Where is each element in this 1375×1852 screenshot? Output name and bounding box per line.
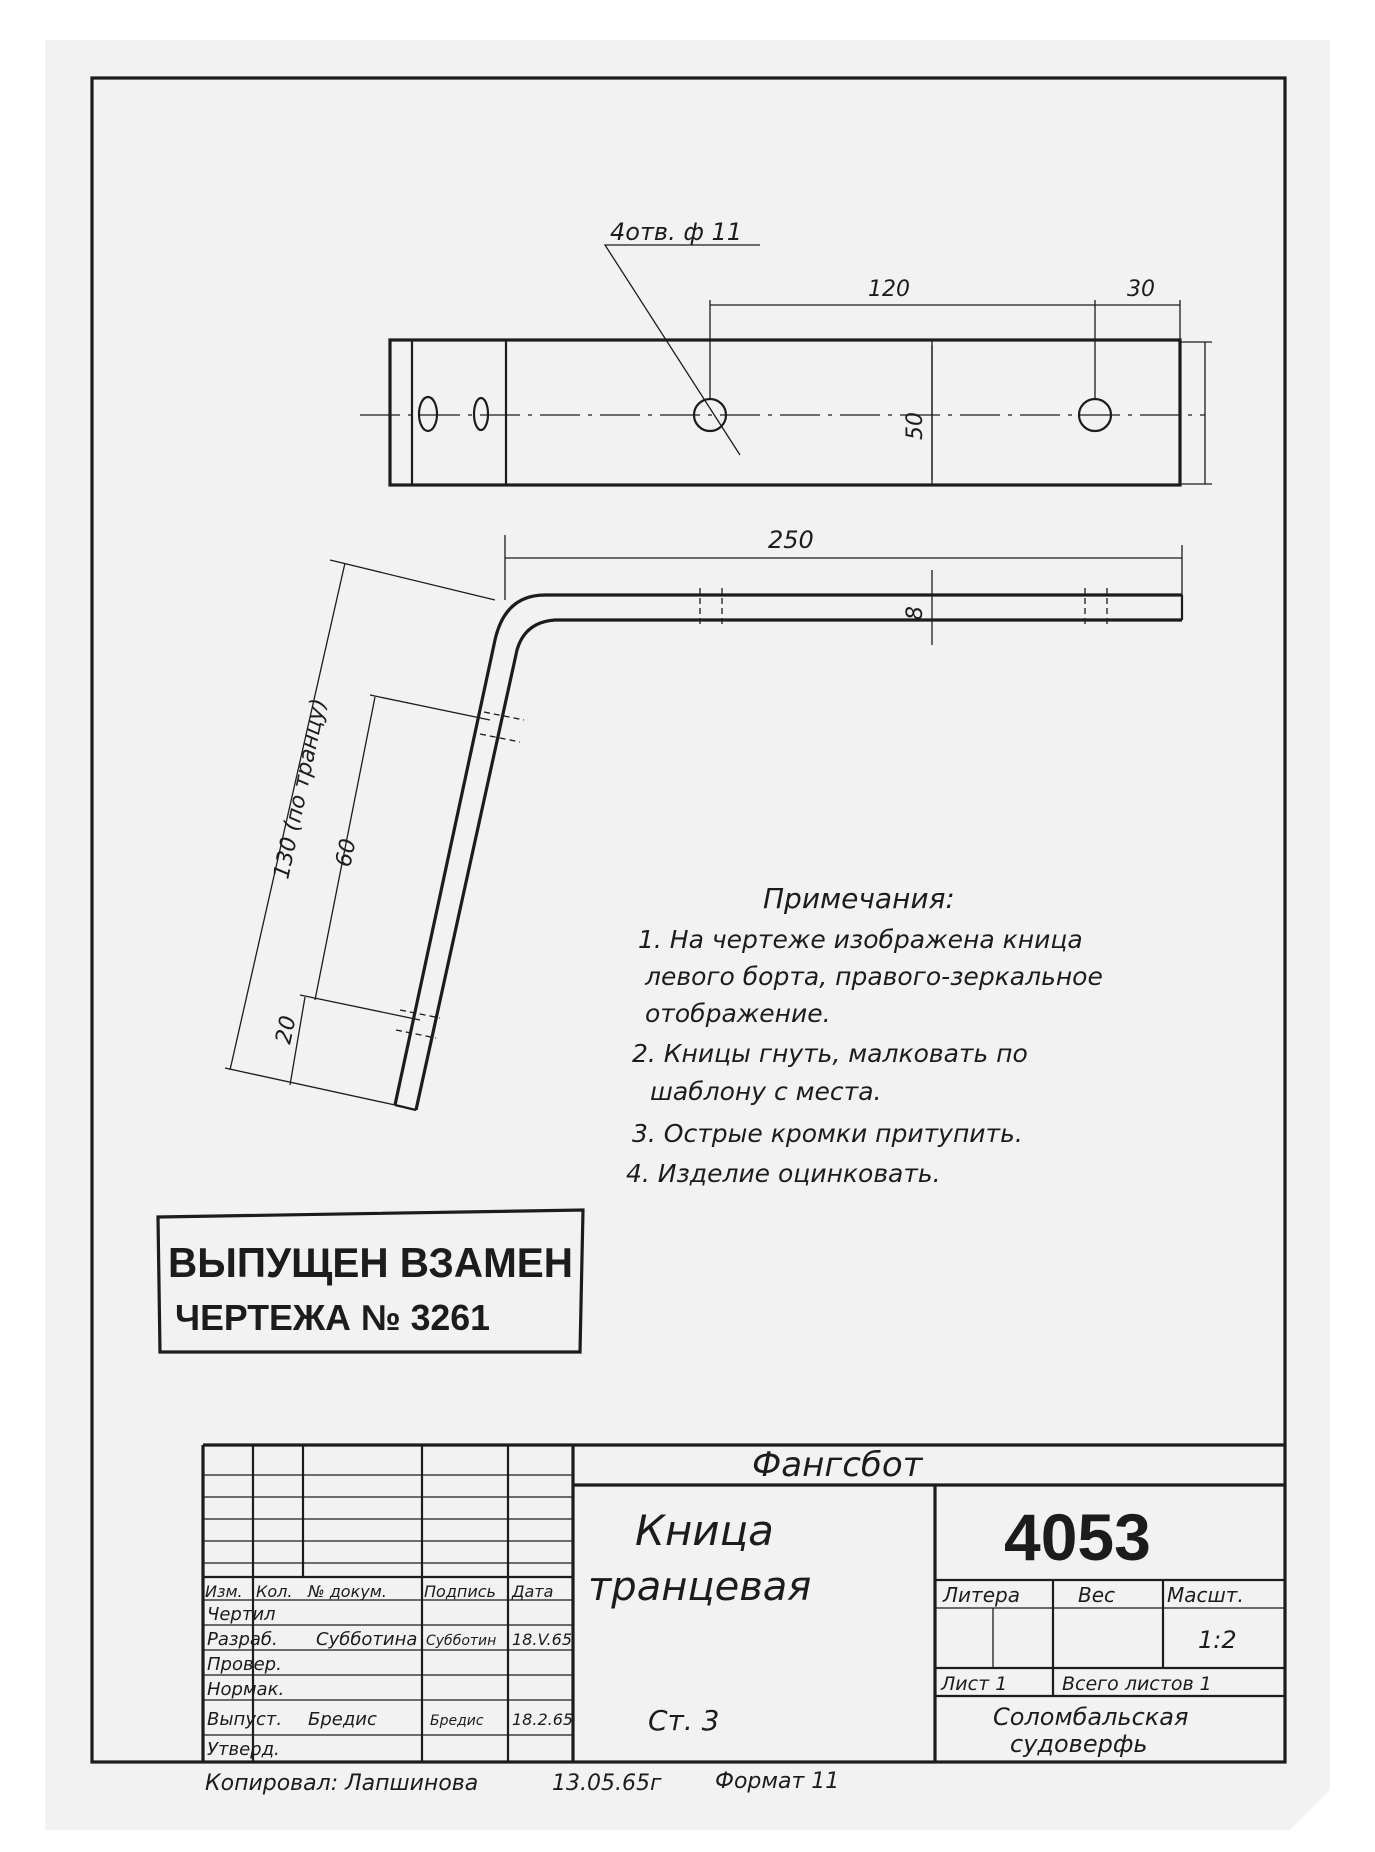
org-line-2: судоверфь <box>1010 1730 1148 1758</box>
note-line-3: отображение. <box>645 999 831 1028</box>
note-line-7: 4. Изделие оцинковать. <box>626 1159 941 1188</box>
notes-title: Примечания: <box>763 882 955 915</box>
col-header-sign: Подпись <box>424 1582 496 1601</box>
copy-date: 13.05.65г <box>552 1771 662 1796</box>
material: Ст. 3 <box>648 1704 720 1737</box>
note-line-6: 3. Острые кромки притупить. <box>632 1119 1023 1148</box>
project-name: Фангсбот <box>752 1445 923 1485</box>
developer-name: Субботина <box>316 1629 418 1650</box>
issuer-date: 18.2.65 <box>512 1710 574 1729</box>
dim-250: 250 <box>768 526 814 554</box>
col-header-izm: Изм. <box>205 1582 243 1601</box>
role-issuer: Выпуст. <box>207 1709 283 1730</box>
drawing-number: 4053 <box>1004 1500 1151 1574</box>
part-name-line-1: Кница <box>635 1506 774 1555</box>
stamp-line-1: ВЫПУЩЕН ВЗАМЕН <box>168 1239 573 1286</box>
note-line-2: левого борта, правого-зеркальное <box>645 962 1103 991</box>
sheet-label: Лист 1 <box>941 1673 1008 1695</box>
note-line-1: 1. На чертеже изображена кница <box>638 925 1083 954</box>
total-sheets-label: Всего листов 1 <box>1062 1673 1212 1695</box>
part-name-line-2: транцевая <box>588 1564 812 1610</box>
dim-130: 130 (по транцу) <box>269 696 333 882</box>
weight-label: Вес <box>1078 1583 1116 1607</box>
issuer-name: Бредис <box>308 1709 377 1730</box>
dim-8: 8 <box>903 606 928 620</box>
issuer-signature: Бредис <box>430 1713 484 1729</box>
role-drafter: Чертил <box>207 1604 276 1625</box>
org-line-1: Соломбальская <box>993 1703 1189 1731</box>
note-line-5: шаблону с места. <box>650 1077 882 1106</box>
dim-120: 120 <box>868 277 910 302</box>
format-label: Формат 11 <box>715 1769 840 1794</box>
role-developer: Разраб. <box>207 1629 278 1650</box>
note-line-4: 2. Кницы гнуть, малковать по <box>632 1039 1028 1068</box>
col-header-kol: Кол. <box>256 1582 293 1601</box>
copied-by: Копировал: Лапшинова <box>205 1771 479 1796</box>
dim-20: 20 <box>271 1013 302 1047</box>
role-checker: Провер. <box>207 1654 282 1675</box>
developer-date: 18.V.65 <box>512 1630 572 1649</box>
scale-label: Масшт. <box>1167 1583 1244 1607</box>
dim-30: 30 <box>1127 277 1155 302</box>
developer-signature: Субботин <box>426 1633 497 1649</box>
litera-label: Литера <box>943 1583 1020 1607</box>
role-normcontrol: Нормак. <box>207 1679 285 1700</box>
dim-50: 50 <box>903 412 928 440</box>
col-header-date: Дата <box>512 1582 554 1601</box>
dim-60: 60 <box>331 836 362 870</box>
role-approver: Утверд. <box>207 1739 280 1760</box>
stamp-line-2: ЧЕРТЕЖА № 3261 <box>175 1297 490 1338</box>
col-header-doc: № докум. <box>308 1582 387 1601</box>
hole-callout: 4отв. ф 11 <box>610 218 743 246</box>
scale-value: 1:2 <box>1198 1626 1237 1654</box>
